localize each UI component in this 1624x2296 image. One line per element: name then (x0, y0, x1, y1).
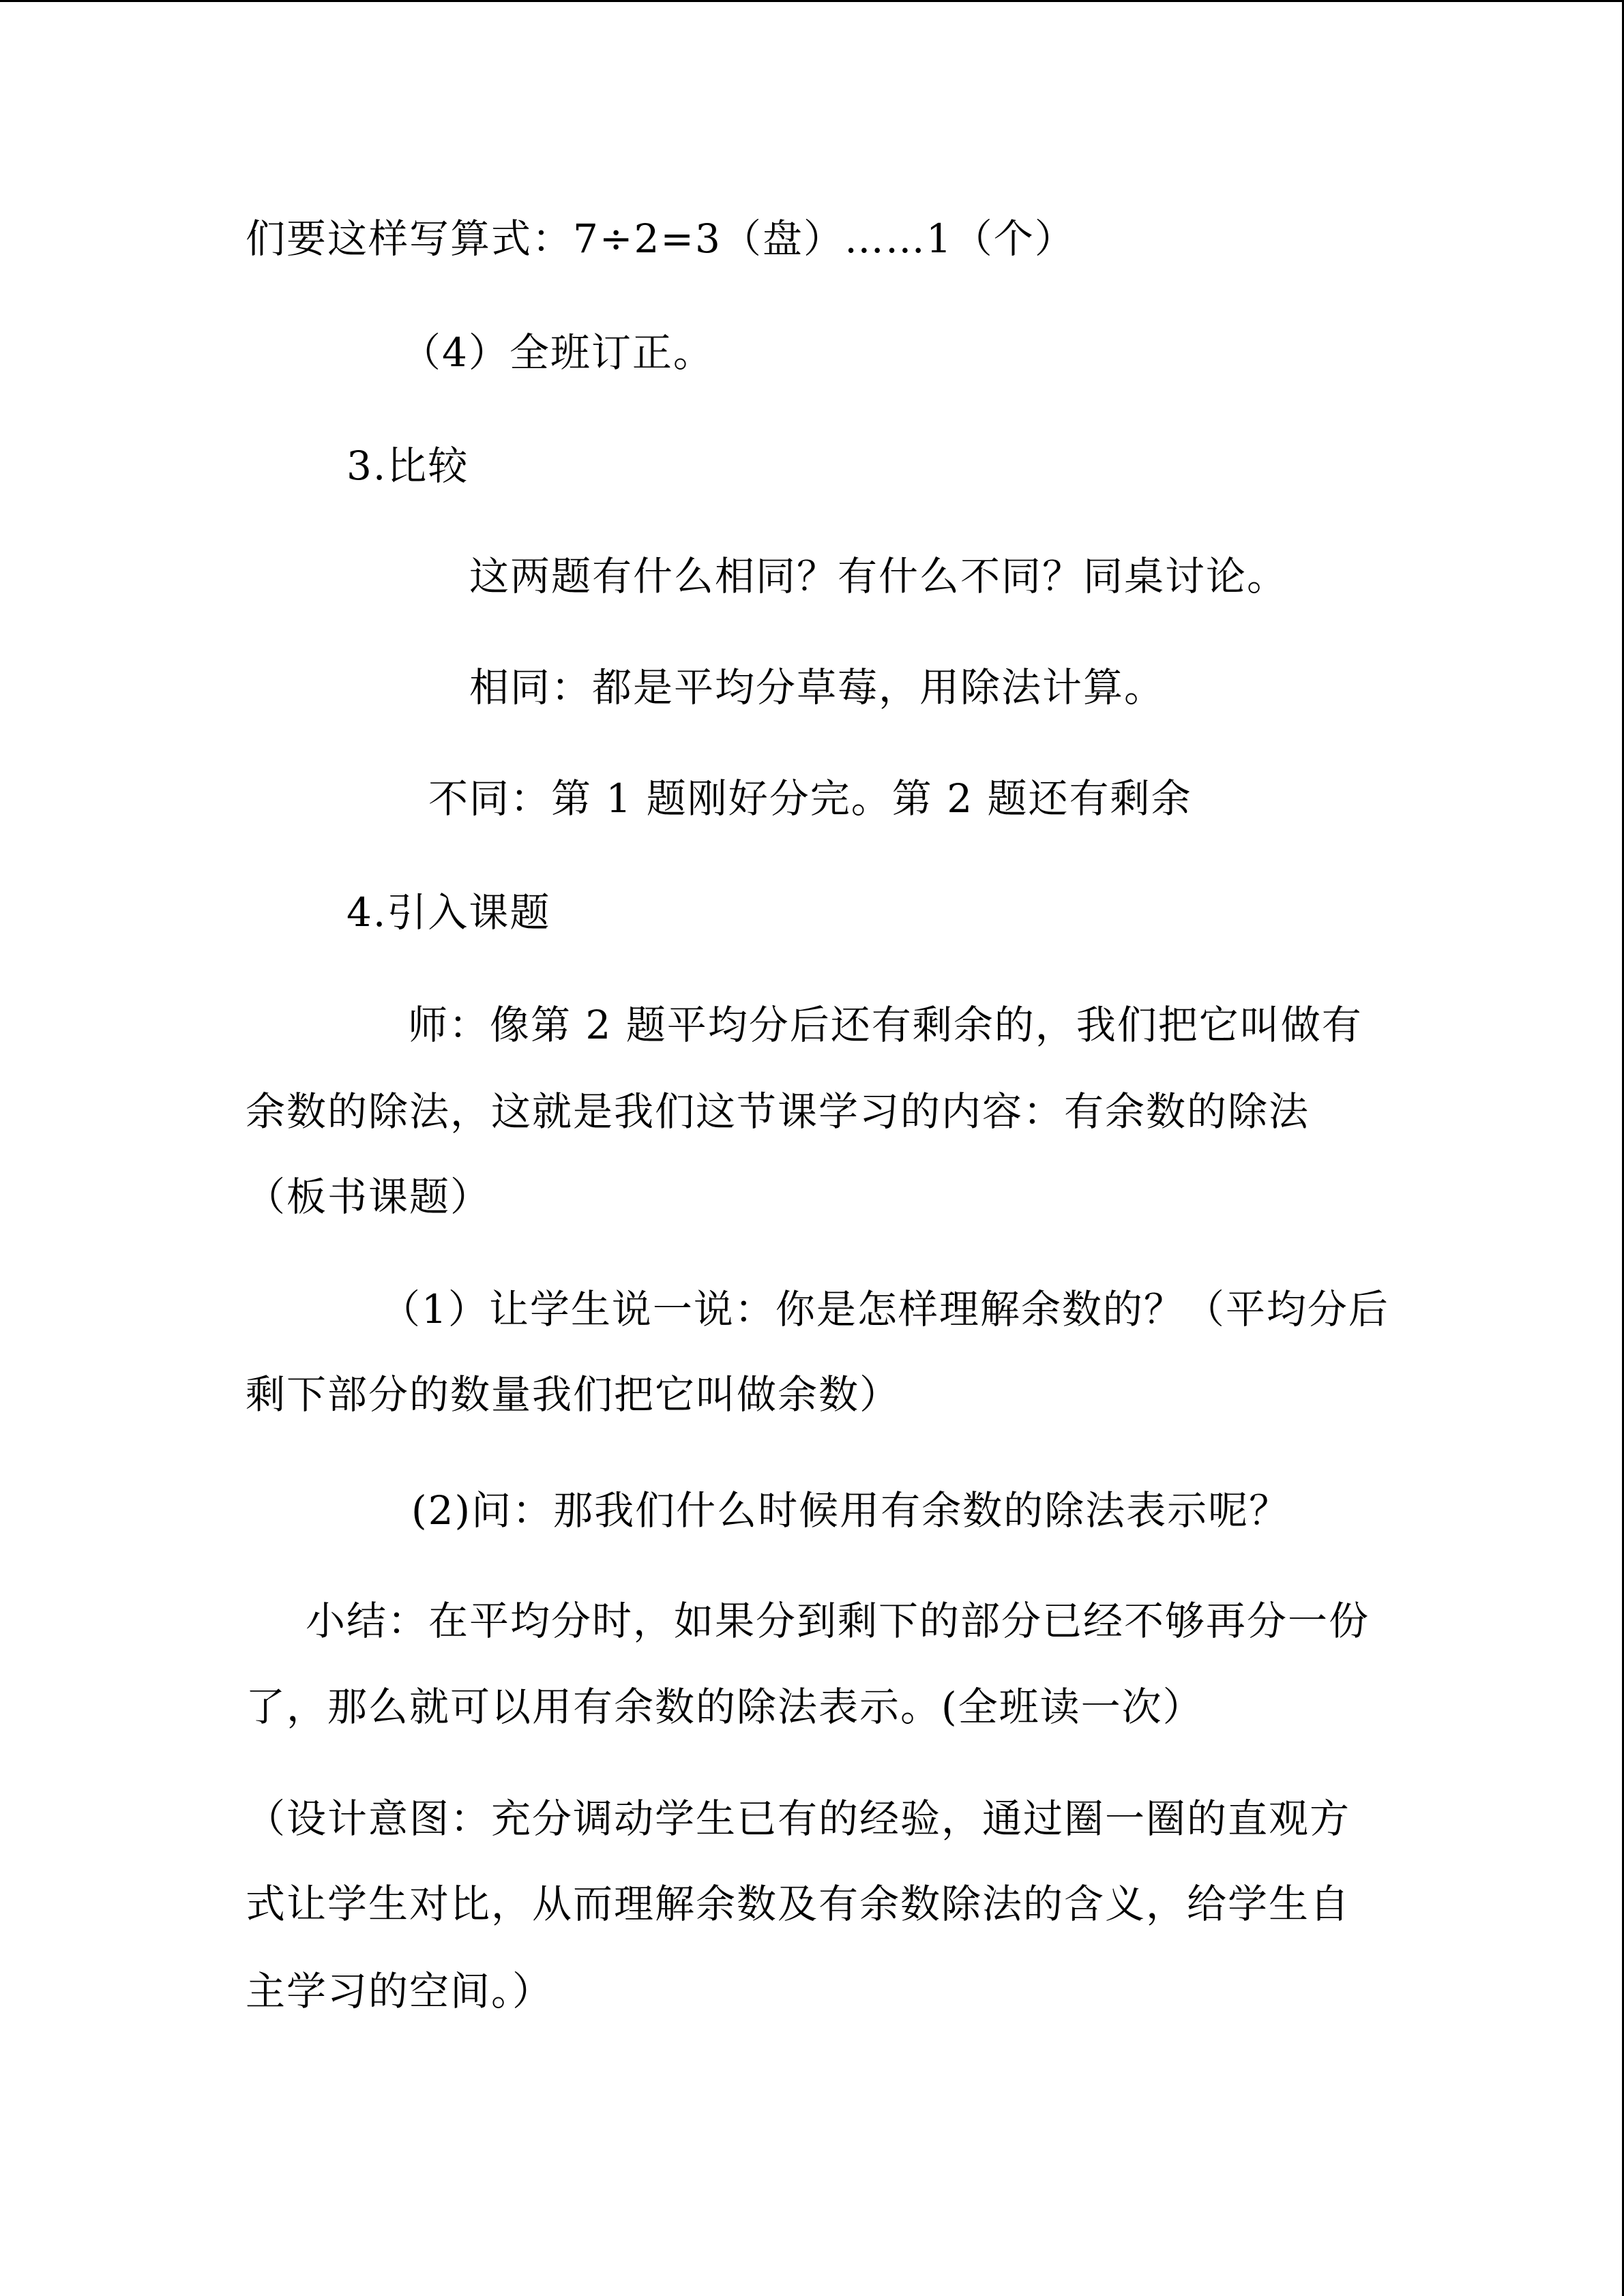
text-line: （1）让学生说一说：你是怎样理解余数的？（平均分后 (381, 1286, 1389, 1332)
text-line: (2)问：那我们什么时候用有余数的除法表示呢？ (411, 1487, 1290, 1534)
text-line: 剩下部分的数量我们把它叫做余数） (246, 1371, 901, 1418)
text-line: （4）全班订正。 (401, 329, 714, 376)
text-line: （设计意图：充分调动学生已有的经验，通过圈一圈的直观方 (246, 1795, 1351, 1842)
text-line: 式让学生对比，从而理解余数及有余数除法的含义，给学生自 (246, 1881, 1351, 1927)
section-heading: 3.比较 (346, 443, 469, 489)
text-line: 们要这样写算式：7÷2=3（盘）……1（个） (246, 215, 1076, 262)
text-line: 相同：都是平均分草莓，用除法计算。 (469, 664, 1166, 711)
text-line: 这两题有什么相同？有什么不同？同桌讨论。 (469, 553, 1288, 599)
text-line: 不同：第 1 题刚好分完。第 2 题还有剩余 (428, 775, 1192, 822)
text-line: 小结：在平均分时，如果分到剩下的部分已经不够再分一份 (306, 1598, 1370, 1644)
text-line: 主学习的空间。） (246, 1968, 554, 2014)
page-top-border (0, 0, 1624, 2)
section-heading: 4.引入课题 (346, 889, 551, 936)
text-line: 师：像第 2 题平均分后还有剩余的，我们把它叫做有 (408, 1002, 1363, 1048)
text-line: 余数的除法，这就是我们这节课学习的内容：有余数的除法 (246, 1088, 1310, 1135)
text-line: 了，那么就可以用有余数的除法表示。(全班读一次） (246, 1684, 1204, 1730)
text-line: （板书课题） (246, 1174, 492, 1220)
